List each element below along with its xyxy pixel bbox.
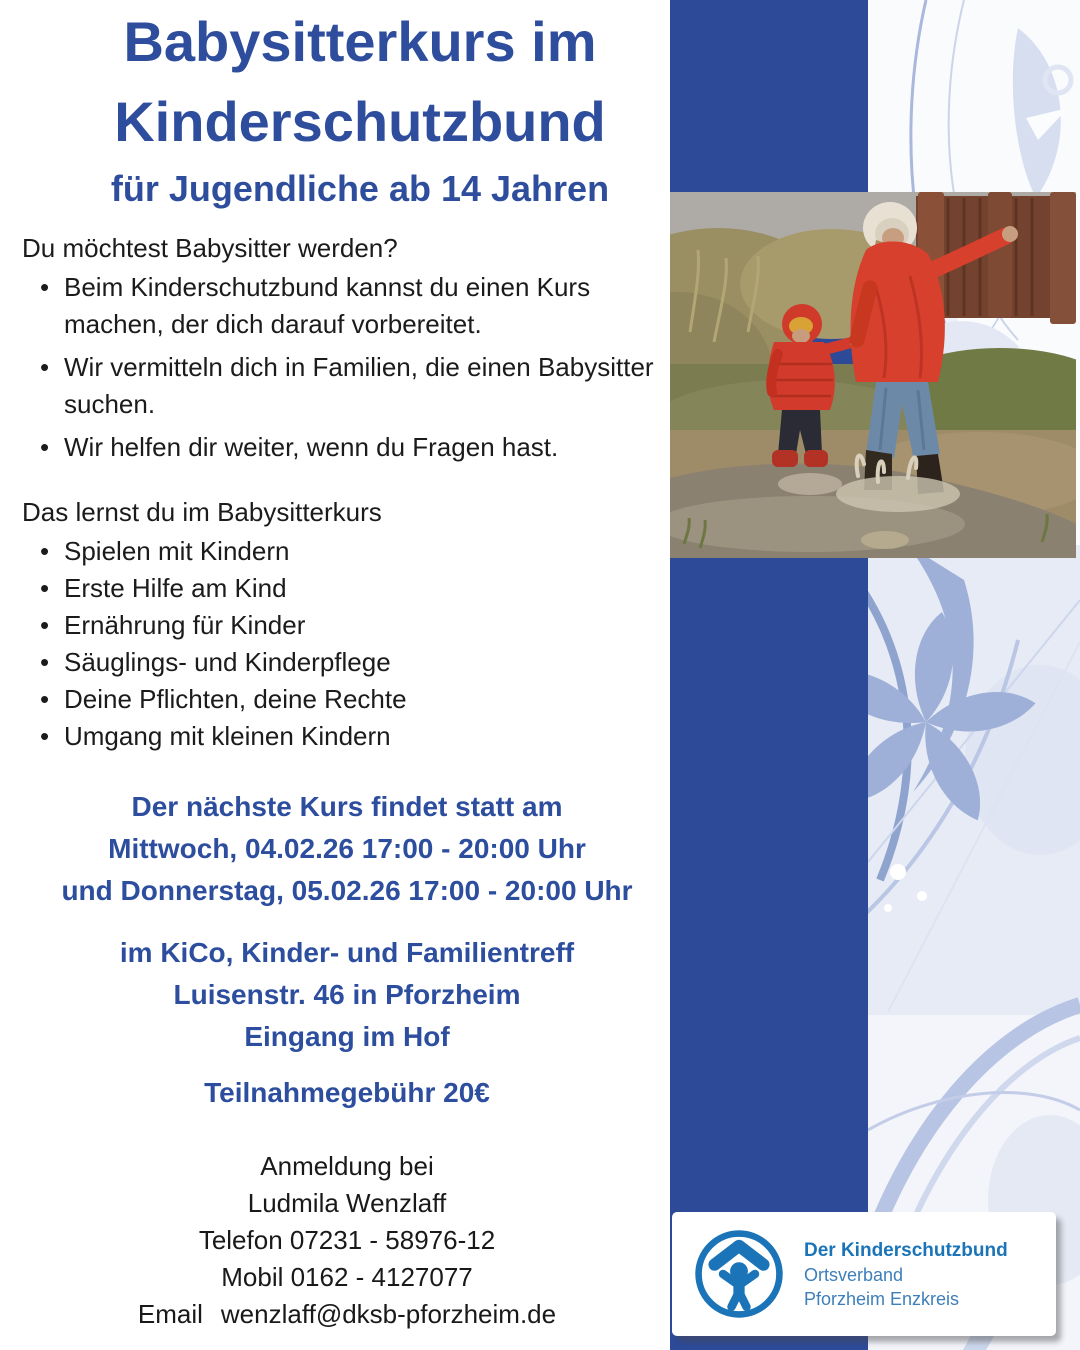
location-line-2: Luisenstr. 46 in Pforzheim bbox=[173, 979, 521, 1010]
list-item-text: Deine Pflichten, deine Rechte bbox=[64, 684, 407, 714]
list-item bbox=[22, 429, 662, 466]
contact-phone: Telefon 07231 - 58976-12 bbox=[198, 1225, 496, 1255]
list-item-text: Wir helfen dir weiter, wenn du Fragen hast. bbox=[64, 432, 559, 462]
list-item bbox=[22, 570, 662, 607]
list-item-text: Säuglings- und Kinderpflege bbox=[64, 647, 391, 677]
list-item bbox=[22, 533, 662, 570]
list-item-text: Wir vermitteln dich in Familien, die einen Babysitter suchen. bbox=[64, 352, 654, 419]
learn-bullet-list bbox=[22, 533, 662, 755]
contact-intro: Anmeldung bei bbox=[260, 1151, 434, 1181]
logo-text bbox=[804, 1238, 1008, 1311]
logo-org-name: Der Kinderschutzbund bbox=[804, 1239, 1008, 1261]
list-item bbox=[22, 681, 662, 718]
contact-email-row bbox=[0, 1296, 694, 1333]
intro-bullet-list bbox=[22, 269, 662, 466]
photo-illustration bbox=[670, 192, 1076, 558]
list-item bbox=[22, 269, 662, 343]
logo-org-line2: Ortsverband bbox=[804, 1264, 904, 1285]
learn-section bbox=[22, 494, 662, 755]
title-line-1: Babysitterkurs im bbox=[123, 10, 597, 73]
logo-org-line3: Pforzheim Enzkreis bbox=[804, 1288, 960, 1309]
list-item bbox=[22, 607, 662, 644]
subtitle: für Jugendliche ab 14 Jahren bbox=[110, 168, 610, 209]
list-item bbox=[22, 718, 662, 755]
list-item-text: Umgang mit kleinen Kindern bbox=[64, 721, 391, 751]
list-item-text: Beim Kinderschutzbund kannst du einen Kurs machen, der dich darauf vorbereitet. bbox=[64, 272, 591, 339]
course-photo bbox=[670, 192, 1076, 558]
list-item-text: Ernährung für Kinder bbox=[64, 610, 306, 640]
intro-section bbox=[22, 230, 662, 472]
schedule-line-1: Der nächste Kurs findet statt am bbox=[131, 791, 563, 822]
schedule-line-3: und Donnerstag, 05.02.26 17:00 - 20:00 Uhr bbox=[61, 875, 633, 906]
schedule-section bbox=[0, 786, 694, 912]
email-label: Email bbox=[137, 1299, 203, 1329]
contact-section bbox=[0, 1148, 694, 1333]
intro-question: Du möchtest Babysitter werden? bbox=[22, 233, 398, 263]
learn-heading: Das lernst du im Babysitterkurs bbox=[22, 497, 382, 527]
location-line-3: Eingang im Hof bbox=[244, 1021, 450, 1052]
location-section bbox=[0, 932, 694, 1058]
list-item bbox=[22, 644, 662, 681]
page-title bbox=[0, 2, 720, 162]
location-line-1: im KiCo, Kinder- und Familientreff bbox=[119, 937, 575, 968]
list-item-text: Erste Hilfe am Kind bbox=[64, 573, 287, 603]
contact-mobile: Mobil 0162 - 4127077 bbox=[221, 1262, 473, 1292]
email-address: wenzlaff@dksb-pforzheim.de bbox=[220, 1299, 557, 1329]
list-item bbox=[22, 349, 662, 423]
title-line-2: Kinderschutzbund bbox=[114, 90, 606, 153]
fee-note: Teilnahmegebühr 20€ bbox=[204, 1077, 490, 1108]
schedule-line-2: Mittwoch, 04.02.26 17:00 - 20:00 Uhr bbox=[108, 833, 586, 864]
contact-name: Ludmila Wenzlaff bbox=[247, 1188, 447, 1218]
kinderschutzbund-child-under-roof-icon bbox=[692, 1227, 786, 1321]
list-item-text: Spielen mit Kindern bbox=[64, 536, 290, 566]
kinderschutzbund-logo bbox=[672, 1212, 1056, 1336]
